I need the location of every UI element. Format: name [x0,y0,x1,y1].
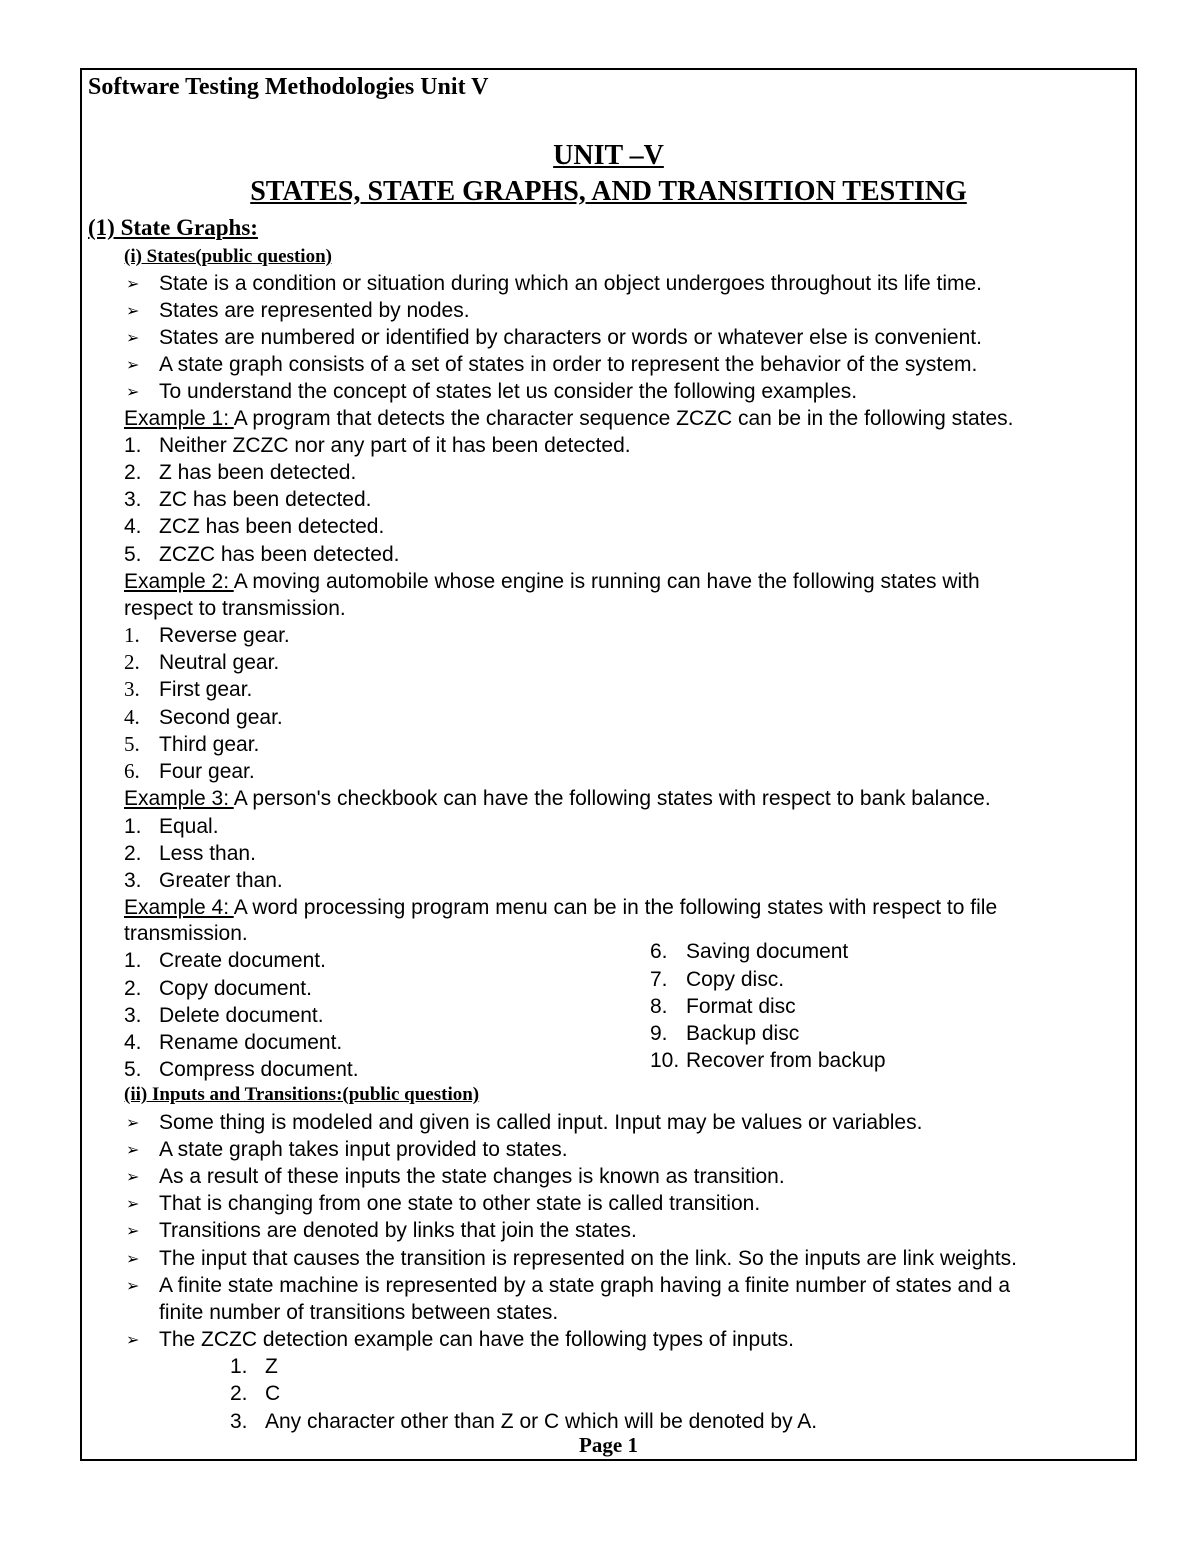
bullet-arrow-icon: ➢ [126,357,140,374]
subsection-heading: (ii) Inputs and Transitions:(public question) [124,1084,480,1105]
list-number: 5. [124,543,142,566]
list-item: Copy disc. [686,968,785,991]
list-number: 2. [124,977,142,1000]
list-item: Four gear. [159,760,255,783]
list-item: Copy document. [159,977,312,1000]
bullet-arrow-icon: ➢ [126,330,140,347]
bullet-item: To understand the concept of states let us consider the following examples. [159,380,858,403]
list-item: Second gear. [159,706,283,729]
list-item: ZCZ has been detected. [159,515,385,538]
bullet-arrow-icon: ➢ [126,1251,140,1268]
bullet-item: A state graph takes input provided to states. [159,1138,568,1161]
bullet-arrow-icon: ➢ [126,1169,140,1186]
bullet-item: A finite state machine is represented by a state graph having a finite number of states and a [159,1274,1011,1297]
bullet-arrow-icon: ➢ [126,1278,140,1295]
list-item: Any character other than Z or C which will be denoted by A. [265,1410,818,1433]
page-number: Page 1 [579,1433,638,1457]
list-item: Greater than. [159,869,283,892]
example-3-intro [124,785,991,812]
list-item: Reverse gear. [159,624,290,647]
example-label: Example 3: [124,787,234,810]
list-number: 2. [124,461,142,484]
list-item: Z has been detected. [159,461,357,484]
example-text: A person's checkbook can have the following states with respect to bank balance. [233,787,991,810]
list-item: Compress document. [159,1058,359,1081]
list-number: 3. [124,677,140,701]
bullet-arrow-icon: ➢ [126,384,140,401]
example-4-intro-continued: transmission. [124,922,248,945]
list-number: 6. [650,940,668,963]
bullet-item: That is changing from one state to other state is called transition. [159,1192,761,1215]
list-item: Format disc [686,995,796,1018]
bullet-arrow-icon: ➢ [126,1223,140,1240]
list-item: Rename document. [159,1031,343,1054]
list-item: Neutral gear. [159,651,280,674]
bullet-arrow-icon: ➢ [126,276,140,293]
bullet-item: The ZCZC detection example can have the following types of inputs. [159,1328,795,1351]
example-label: Example 2: [124,570,234,593]
list-number: 1. [124,623,140,647]
list-item: Delete document. [159,1004,324,1027]
list-number: 2. [124,842,142,865]
list-number: 3. [124,1004,142,1027]
list-number: 1. [124,815,142,838]
list-number: 6. [124,759,140,783]
list-number: 3. [124,869,142,892]
list-item: Neither ZCZC nor any part of it has been detected. [159,434,631,457]
example-text: A program that detects the character sequence ZCZC can be in the following states. [233,407,1014,430]
list-number: 2. [124,650,140,674]
bullet-arrow-icon: ➢ [126,1332,140,1349]
list-item: ZC has been detected. [159,488,372,511]
list-number: 8. [650,995,668,1018]
list-item: Z [265,1355,278,1378]
bullet-item: States are represented by nodes. [159,299,470,322]
example-text: A word processing program menu can be in the following states with respect to file [233,896,998,919]
bullet-item: Some thing is modeled and given is called input. Input may be values or variables. [159,1111,923,1134]
section-heading: (1) State Graphs: [88,215,258,240]
bullet-item: The input that causes the transition is represented on the link. So the inputs are link weights. [159,1247,1017,1270]
list-item: Create document. [159,949,326,972]
list-number: 3. [230,1410,248,1433]
bullet-arrow-icon: ➢ [126,1115,140,1132]
list-number: 1. [230,1355,248,1378]
list-item: Less than. [159,842,256,865]
list-number: 1. [124,434,142,457]
subsection-heading: (i) States(public question) [124,246,332,267]
list-number: 10. [650,1049,680,1072]
list-item: Recover from backup [686,1049,886,1072]
example-label: Example 1: [124,407,234,430]
example-4-intro [124,894,997,921]
list-number: 3. [124,488,142,511]
list-item: First gear. [159,678,253,701]
list-number: 4. [124,705,140,729]
list-number: 4. [124,1031,142,1054]
bullet-continued: finite number of transitions between states. [159,1301,559,1324]
list-number: 5. [124,732,140,756]
bullet-item: As a result of these inputs the state changes is known as transition. [159,1165,785,1188]
example-text: A moving automobile whose engine is running can have the following states with [233,570,980,593]
bullet-arrow-icon: ➢ [126,1196,140,1213]
list-item: ZCZC has been detected. [159,543,400,566]
list-number: 5. [124,1058,142,1081]
example-2-intro-continued: respect to transmission. [124,597,346,620]
bullet-arrow-icon: ➢ [126,1142,140,1159]
bullet-item: Transitions are denoted by links that join the states. [159,1219,637,1242]
list-number: 2. [230,1382,248,1405]
unit-title: UNIT –V [553,140,664,171]
example-label: Example 4: [124,896,234,919]
list-item: Third gear. [159,733,260,756]
document-header: Software Testing Methodologies Unit V [88,74,489,100]
example-2-intro [124,568,980,595]
chapter-title: STATES, STATE GRAPHS, AND TRANSITION TESTING [250,176,967,207]
list-number: 9. [650,1022,668,1045]
list-number: 4. [124,515,142,538]
list-item: C [265,1382,281,1405]
bullet-item: State is a condition or situation during which an object undergoes throughout its life time. [159,272,982,295]
list-item: Saving document [686,940,849,963]
list-number: 1. [124,949,142,972]
list-item: Equal. [159,815,219,838]
list-number: 7. [650,968,668,991]
list-item: Backup disc [686,1022,800,1045]
bullet-item: States are numbered or identified by characters or words or whatever else is convenient. [159,326,982,349]
example-1-intro [124,405,1013,432]
bullet-arrow-icon: ➢ [126,303,140,320]
bullet-item: A state graph consists of a set of states in order to represent the behavior of the system. [159,353,978,376]
